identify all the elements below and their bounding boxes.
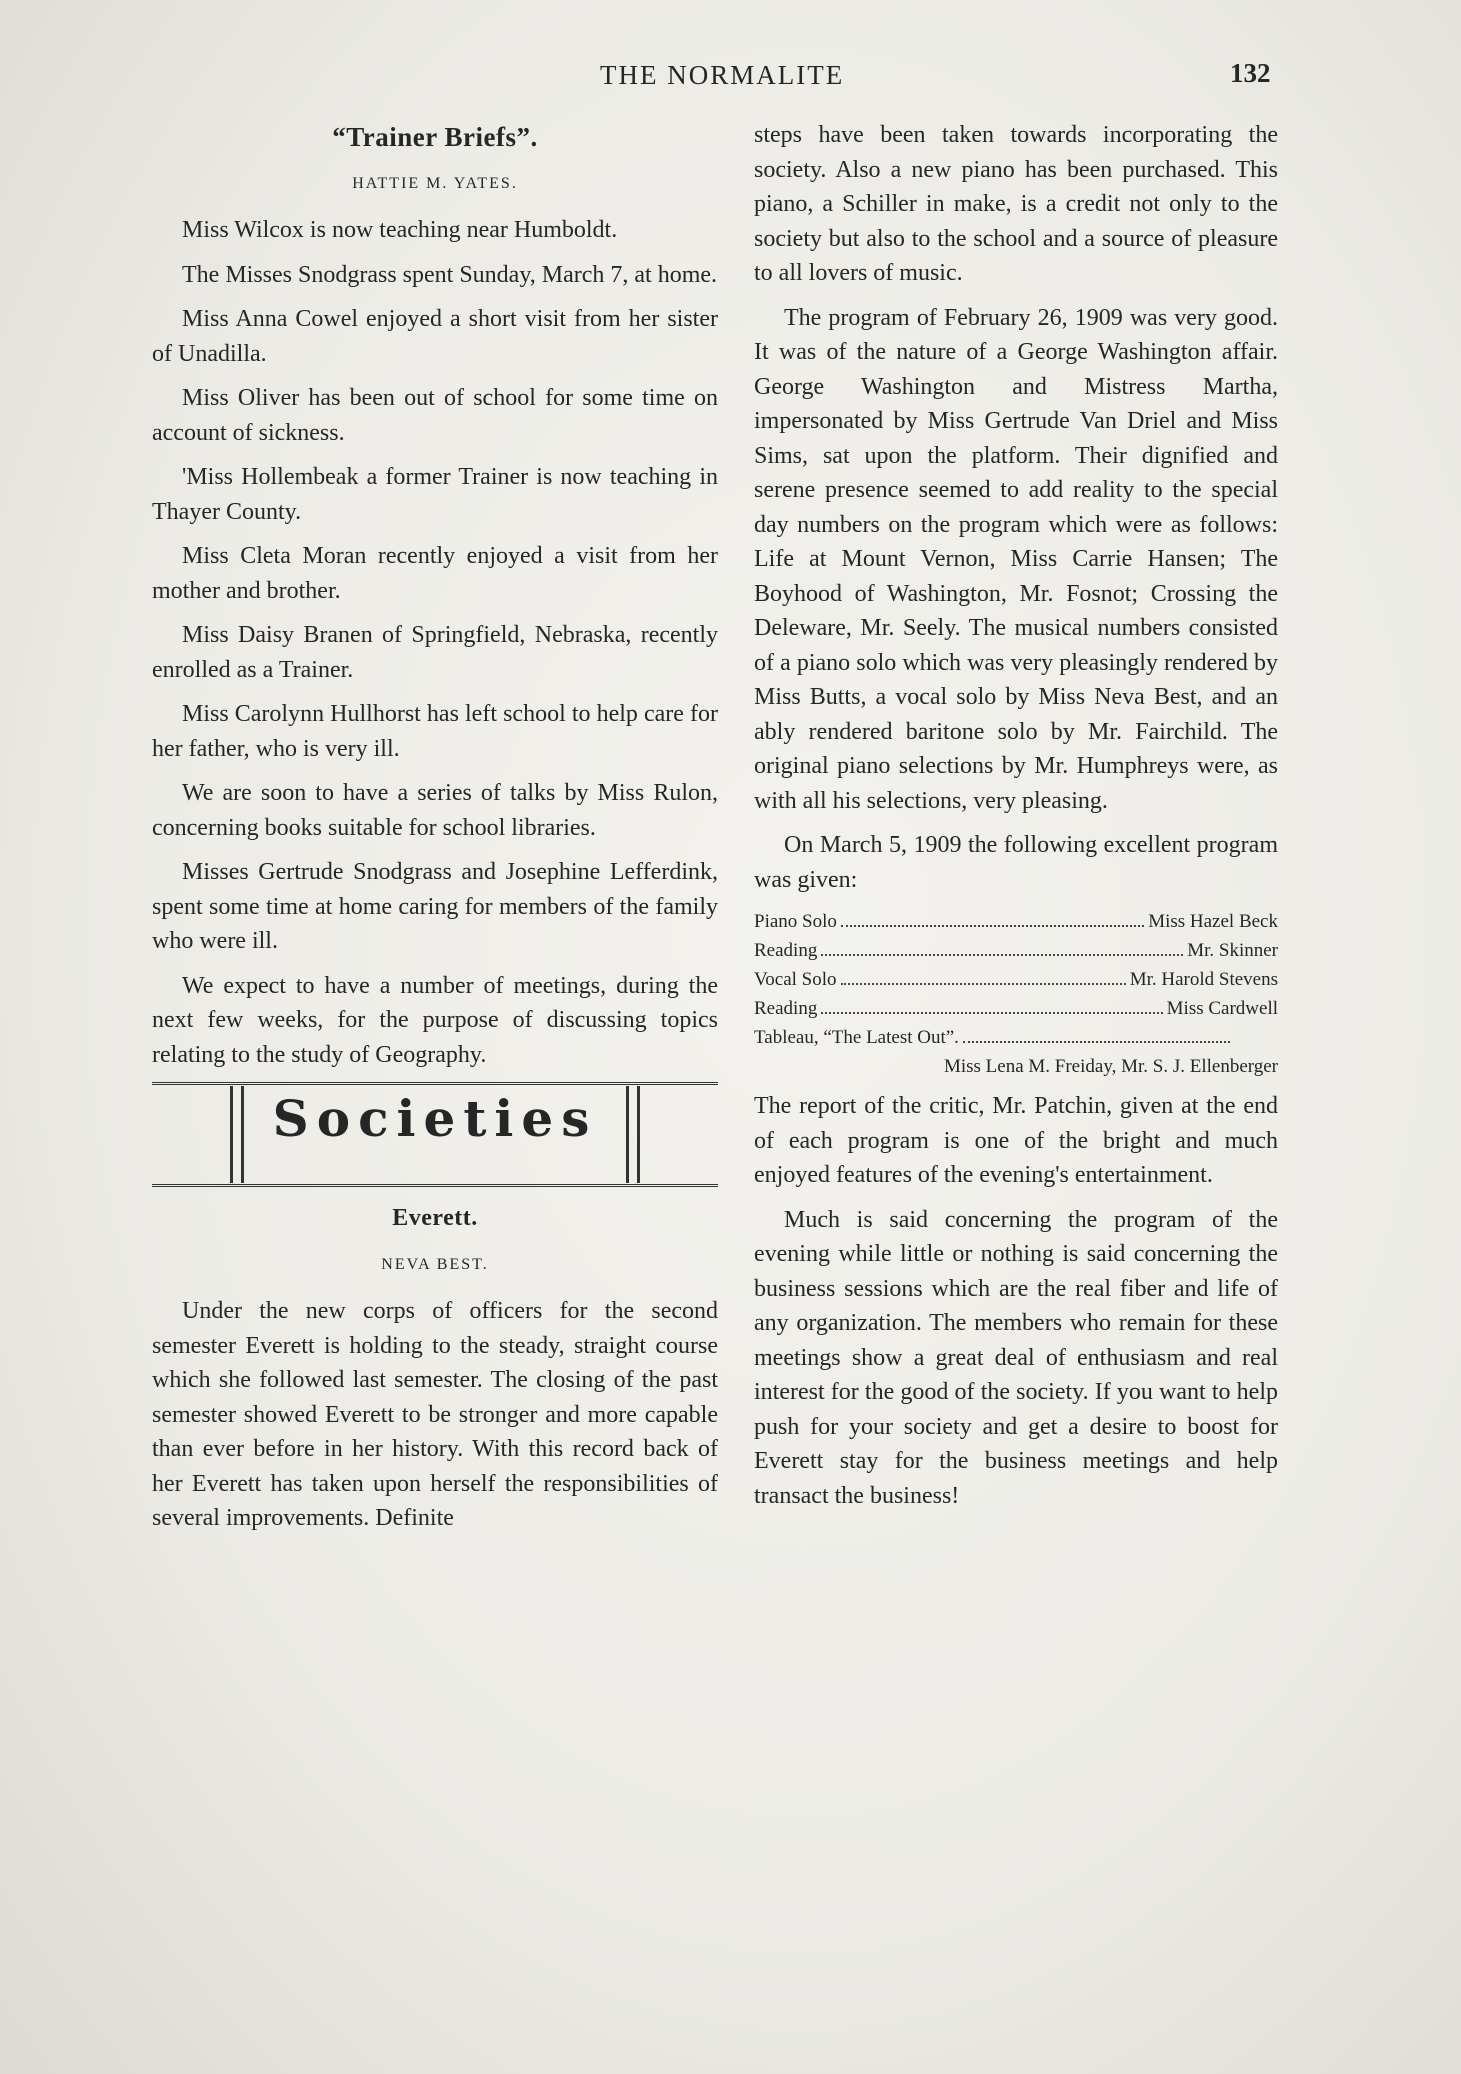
leader-dots xyxy=(841,983,1126,985)
everett-paragraph: Under the new corps of officers for the second semester Everett is holding to the steady, straight course which she followed last semester. The closing of the past semester showed Everett to be stronger and more capable than ever before in her history. With this record back of her Everett has taken upon herself the responsibilities of several improvements. Definite xyxy=(152,1298,718,1531)
running-title: THE NORMALITE xyxy=(600,60,845,90)
brief-paragraph: The Misses Snodgrass spent Sunday, March 7, at home. xyxy=(182,261,718,288)
societies-heading: Societies xyxy=(272,1089,598,1148)
brief-paragraph: Miss Oliver has been out of school for some time on account of sickness. xyxy=(152,385,718,446)
brief-paragraph: We are soon to have a series of talks by Miss Rulon, concerning books suitable for school libraries. xyxy=(152,780,718,841)
program-item: Reading xyxy=(754,998,818,1019)
leader-dots xyxy=(841,925,1144,927)
brief-paragraph: Miss Carolynn Hullhorst has left school to help care for her father, who is very ill. xyxy=(152,701,718,762)
program-row xyxy=(754,965,1278,994)
everett-title: Everett. xyxy=(392,1205,478,1231)
program-row xyxy=(754,936,1278,965)
leader-dots xyxy=(821,1012,1162,1014)
critic-paragraph: The report of the critic, Mr. Patchin, given at the end of each program is one of the bright and much enjoyed features of the evening's entertainment. xyxy=(754,1093,1278,1188)
program-performer: Mr. Harold Stevens xyxy=(1129,969,1278,990)
february-program-paragraph: The program of February 26, 1909 was very good. It was of the nature of a George Washington affair. George Washington and Mistress Martha, impersonated by Miss Gertrude Van Driel and Miss Sims, sat upon the platform. Their dignified and serene presence seemed to add reality to the special day numbers on the program which were as follows: Life at Mount Vernon, Miss Carrie Hansen; The Boyhood of Washington, Mr. Fosnot; Crossing the Deleware, Mr. Seely. The musical numbers consisted of a piano solo which was very pleasingly rendered by Miss Butts, a vocal solo by Miss Neva Best, and an ably rendered baritone solo by Mr. Fairchild. The original piano selections by Mr. Humphreys were, as with all his selections, very pleasing. xyxy=(754,304,1278,814)
program-performer: Miss Hazel Beck xyxy=(1148,911,1278,932)
program-performer: Miss Cardwell xyxy=(1166,998,1278,1019)
program-performer: Mr. Skinner xyxy=(1187,940,1278,961)
brief-paragraph: Miss Cleta Moran recently enjoyed a visit from her mother and brother. xyxy=(152,543,718,604)
leader-dots xyxy=(821,954,1183,956)
banner-top-rule xyxy=(152,1082,718,1085)
program-item: Vocal Solo xyxy=(754,969,837,990)
leader-dots xyxy=(963,1041,1230,1043)
trainer-briefs-title: “Trainer Briefs”. xyxy=(332,122,538,152)
right-column xyxy=(754,118,1278,1523)
program-row xyxy=(754,1023,1234,1052)
business-paragraph: Much is said concerning the program of the evening while little or nothing is said concerning the business sessions which are the real fiber and life of any organization. The members who remain for these meetings show a great deal of enthusiasm and real interest for the good of the society. If you want to help push for your society and get a desire to boost for Everett stay for the business meetings and help transact the business! xyxy=(754,1206,1278,1509)
page-header xyxy=(0,58,1461,98)
trainer-briefs-byline: HATTIE M. YATES. xyxy=(352,174,518,192)
program-row xyxy=(754,994,1278,1023)
banner-bottom-rule xyxy=(152,1184,718,1187)
brief-paragraph: Miss Daisy Branen of Springfield, Nebraska, recently enrolled as a Trainer. xyxy=(152,622,718,683)
tableau-cast: Miss Lena M. Freiday, Mr. S. J. Ellenberger xyxy=(943,1056,1278,1077)
everett-paragraph-continued: steps have been taken towards incorporating the society. Also a new piano has been purchased. This piano, a Schiller in make, is a credit not only to the society but also to the school and a source of pleasure to all lovers of music. xyxy=(754,122,1278,286)
brief-paragraph: Miss Anna Cowel enjoyed a short visit from her sister of Unadilla. xyxy=(152,306,718,367)
banner-right-bar xyxy=(626,1086,640,1183)
left-column xyxy=(152,120,718,1546)
brief-paragraph: We expect to have a number of meetings, during the next few weeks, for the purpose of discussing topics relating to the study of Geography. xyxy=(152,972,718,1068)
program-item: Tableau, “The Latest Out”. xyxy=(754,1027,959,1048)
societies-banner xyxy=(152,1082,718,1187)
everett-byline: NEVA BEST. xyxy=(381,1255,489,1273)
program-row xyxy=(754,907,1278,936)
program-list xyxy=(754,907,1278,1081)
program-item: Reading xyxy=(754,940,818,961)
brief-paragraph: 'Miss Hollembeak a former Trainer is now teaching in Thayer County. xyxy=(152,464,718,525)
brief-paragraph: Misses Gertrude Snodgrass and Josephine Lefferdink, spent some time at home caring for members of the family who were ill. xyxy=(152,859,718,954)
page-number: 132 xyxy=(1230,58,1271,88)
brief-paragraph: Miss Wilcox is now teaching near Humboldt. xyxy=(182,217,618,243)
program-item: Piano Solo xyxy=(754,911,837,932)
march-program-intro: On March 5, 1909 the following excellent program was given: xyxy=(754,832,1278,893)
